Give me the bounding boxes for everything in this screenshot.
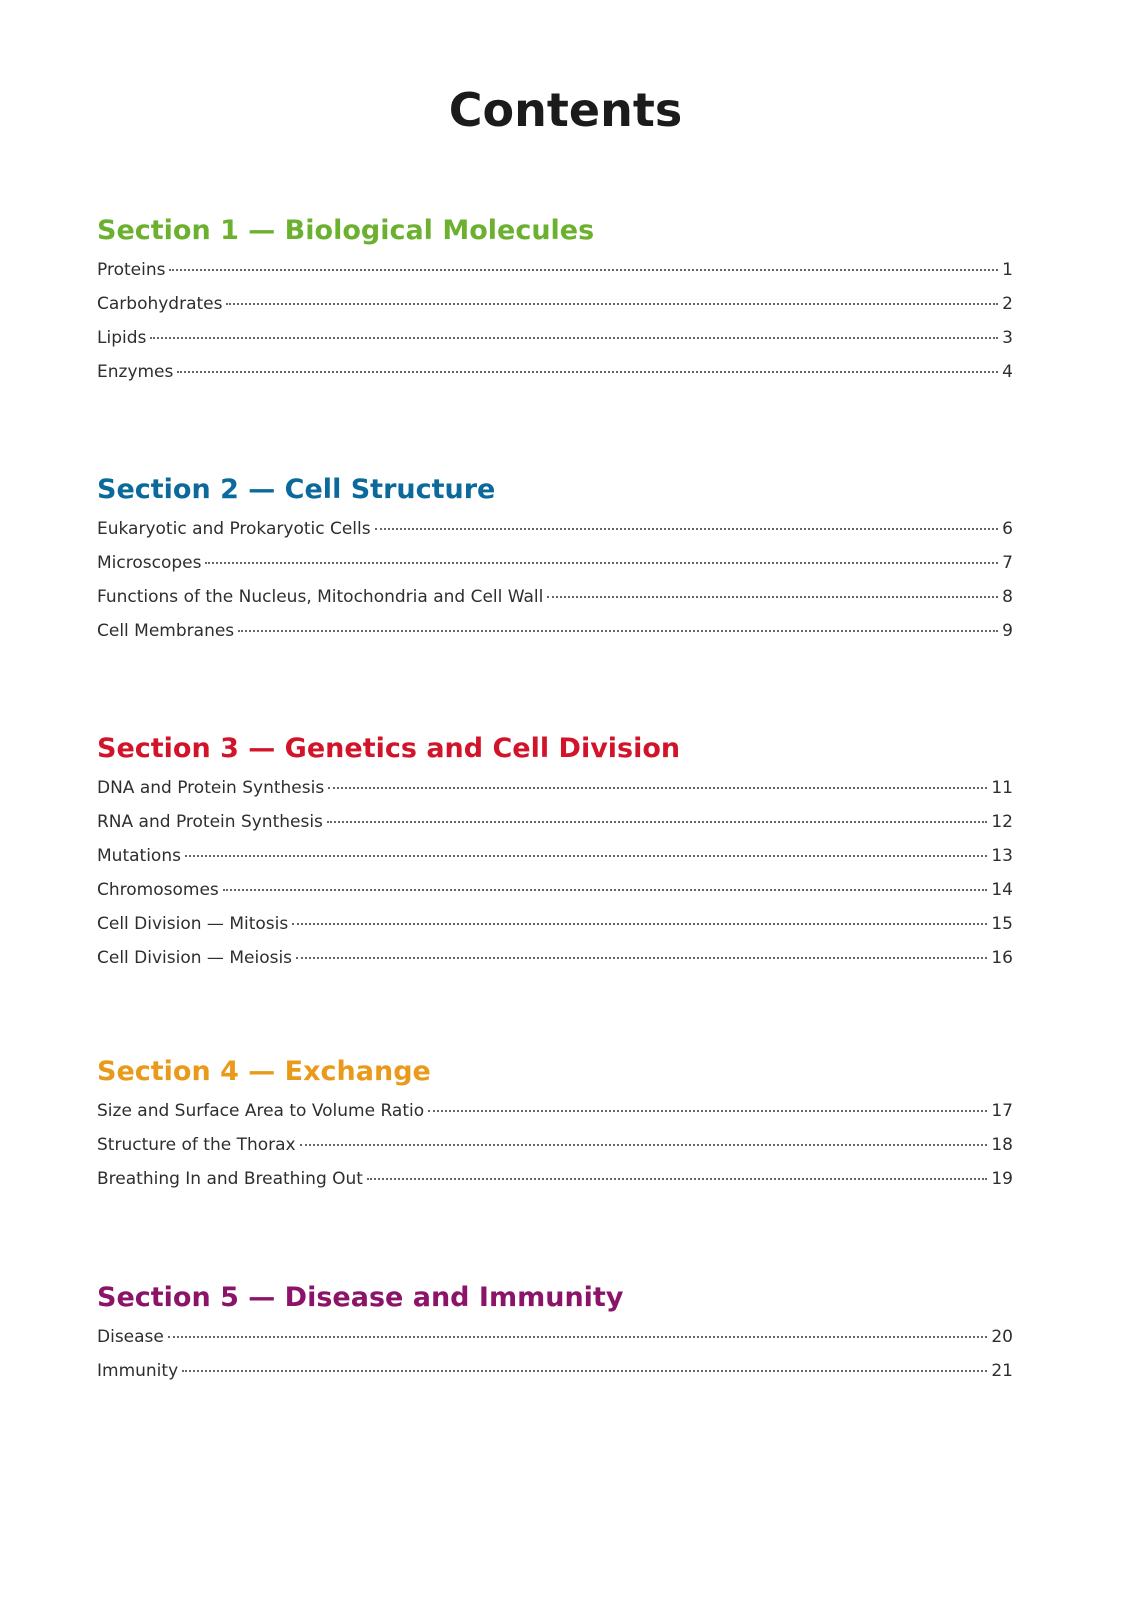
toc-page-number: 11 bbox=[991, 778, 1013, 798]
toc-entry-title: Size and Surface Area to Volume Ratio bbox=[97, 1101, 425, 1121]
toc-page-number: 14 bbox=[991, 880, 1013, 900]
toc-entry-disease[interactable] bbox=[97, 1320, 1013, 1354]
toc-entry-title: Breathing In and Breathing Out bbox=[97, 1169, 363, 1189]
dot-leader bbox=[226, 303, 998, 305]
toc-section-exchange bbox=[97, 1052, 1013, 1196]
dot-leader bbox=[223, 889, 988, 891]
dot-leader bbox=[375, 528, 999, 530]
toc-entry-surface-area-volume[interactable] bbox=[97, 1094, 1013, 1128]
toc-entry-title: DNA and Protein Synthesis bbox=[97, 778, 325, 798]
toc-entry-rna-protein-synthesis[interactable] bbox=[97, 805, 1013, 839]
dot-leader bbox=[185, 855, 987, 857]
dot-leader bbox=[182, 1370, 987, 1372]
toc-entry-functions-nucleus[interactable] bbox=[97, 580, 1013, 614]
toc-entry-cell-division-meiosis[interactable] bbox=[97, 941, 1013, 975]
toc-entry-title: Cell Division — Meiosis bbox=[97, 948, 293, 968]
toc-entry-title: Enzymes bbox=[97, 362, 174, 382]
toc-entry-enzymes[interactable] bbox=[97, 355, 1013, 389]
toc-page-number: 8 bbox=[1002, 587, 1013, 607]
toc-entry-chromosomes[interactable] bbox=[97, 873, 1013, 907]
toc-entry-dna-protein-synthesis[interactable] bbox=[97, 771, 1013, 805]
toc-page-number: 4 bbox=[1002, 362, 1013, 382]
toc-page-number: 18 bbox=[991, 1135, 1013, 1155]
toc-page-number: 19 bbox=[991, 1169, 1013, 1189]
dot-leader bbox=[205, 562, 998, 564]
toc-page-number: 12 bbox=[991, 812, 1013, 832]
toc-entry-title: Proteins bbox=[97, 260, 166, 280]
toc-page-number: 3 bbox=[1002, 328, 1013, 348]
section-heading: Section 3 — Genetics and Cell Division bbox=[97, 733, 681, 764]
toc-entry-cell-division-mitosis[interactable] bbox=[97, 907, 1013, 941]
dot-leader bbox=[168, 1336, 987, 1338]
toc-entry-title: Eukaryotic and Prokaryotic Cells bbox=[97, 519, 371, 539]
dot-leader bbox=[238, 630, 998, 632]
toc-section-genetics-cell-division bbox=[97, 729, 1013, 975]
toc-page-number: 20 bbox=[991, 1327, 1013, 1347]
toc-entry-title: Disease bbox=[97, 1327, 164, 1347]
dot-leader bbox=[428, 1110, 987, 1112]
toc-page-number: 7 bbox=[1002, 553, 1013, 573]
toc-entry-carbohydrates[interactable] bbox=[97, 287, 1013, 321]
toc-entry-title: Mutations bbox=[97, 846, 181, 866]
toc-page-number: 9 bbox=[1002, 621, 1013, 641]
toc-entry-title: Structure of the Thorax bbox=[97, 1135, 296, 1155]
toc-page-number: 21 bbox=[991, 1361, 1013, 1381]
toc-entry-title: Chromosomes bbox=[97, 880, 219, 900]
dot-leader bbox=[169, 269, 998, 271]
toc-page-number: 17 bbox=[991, 1101, 1013, 1121]
toc-entry-lipids[interactable] bbox=[97, 321, 1013, 355]
toc-section-cell-structure bbox=[97, 470, 1013, 648]
toc-entry-title: Functions of the Nucleus, Mitochondria and Cell Wall bbox=[97, 587, 544, 607]
toc-entry-immunity[interactable] bbox=[97, 1354, 1013, 1388]
section-heading: Section 5 — Disease and Immunity bbox=[97, 1282, 624, 1313]
toc-page-number: 2 bbox=[1002, 294, 1013, 314]
dot-leader bbox=[292, 923, 987, 925]
section-heading: Section 2 — Cell Structure bbox=[97, 474, 496, 505]
toc-entry-title: Cell Membranes bbox=[97, 621, 235, 641]
toc-section-biological-molecules bbox=[97, 211, 1013, 389]
toc-entry-title: Carbohydrates bbox=[97, 294, 223, 314]
toc-page-number: 16 bbox=[991, 948, 1013, 968]
toc-entry-cell-membranes[interactable] bbox=[97, 614, 1013, 648]
toc-page-number: 1 bbox=[1002, 260, 1013, 280]
toc-entry-breathing[interactable] bbox=[97, 1162, 1013, 1196]
toc-entry-microscopes[interactable] bbox=[97, 546, 1013, 580]
toc-entry-title: Cell Division — Mitosis bbox=[97, 914, 289, 934]
page-title: Contents bbox=[448, 83, 683, 137]
toc-entry-title: Microscopes bbox=[97, 553, 202, 573]
dot-leader bbox=[328, 787, 987, 789]
toc-entry-eukaryotic-prokaryotic-cells[interactable] bbox=[97, 512, 1013, 546]
toc-entry-structure-thorax[interactable] bbox=[97, 1128, 1013, 1162]
dot-leader bbox=[327, 821, 987, 823]
dot-leader bbox=[177, 371, 998, 373]
toc-page-number: 15 bbox=[991, 914, 1013, 934]
section-heading: Section 1 — Biological Molecules bbox=[97, 215, 595, 246]
toc-page-number: 13 bbox=[991, 846, 1013, 866]
toc-entry-title: RNA and Protein Synthesis bbox=[97, 812, 323, 832]
toc-section-disease-immunity bbox=[97, 1278, 1013, 1388]
dot-leader bbox=[367, 1178, 987, 1180]
dot-leader bbox=[296, 957, 987, 959]
toc-page-number: 6 bbox=[1002, 519, 1013, 539]
toc-entry-mutations[interactable] bbox=[97, 839, 1013, 873]
toc-entry-proteins[interactable] bbox=[97, 253, 1013, 287]
toc-entry-title: Lipids bbox=[97, 328, 147, 348]
dot-leader bbox=[300, 1144, 988, 1146]
section-heading: Section 4 — Exchange bbox=[97, 1056, 431, 1087]
dot-leader bbox=[547, 596, 998, 598]
toc-entry-title: Immunity bbox=[97, 1361, 179, 1381]
dot-leader bbox=[150, 337, 998, 339]
